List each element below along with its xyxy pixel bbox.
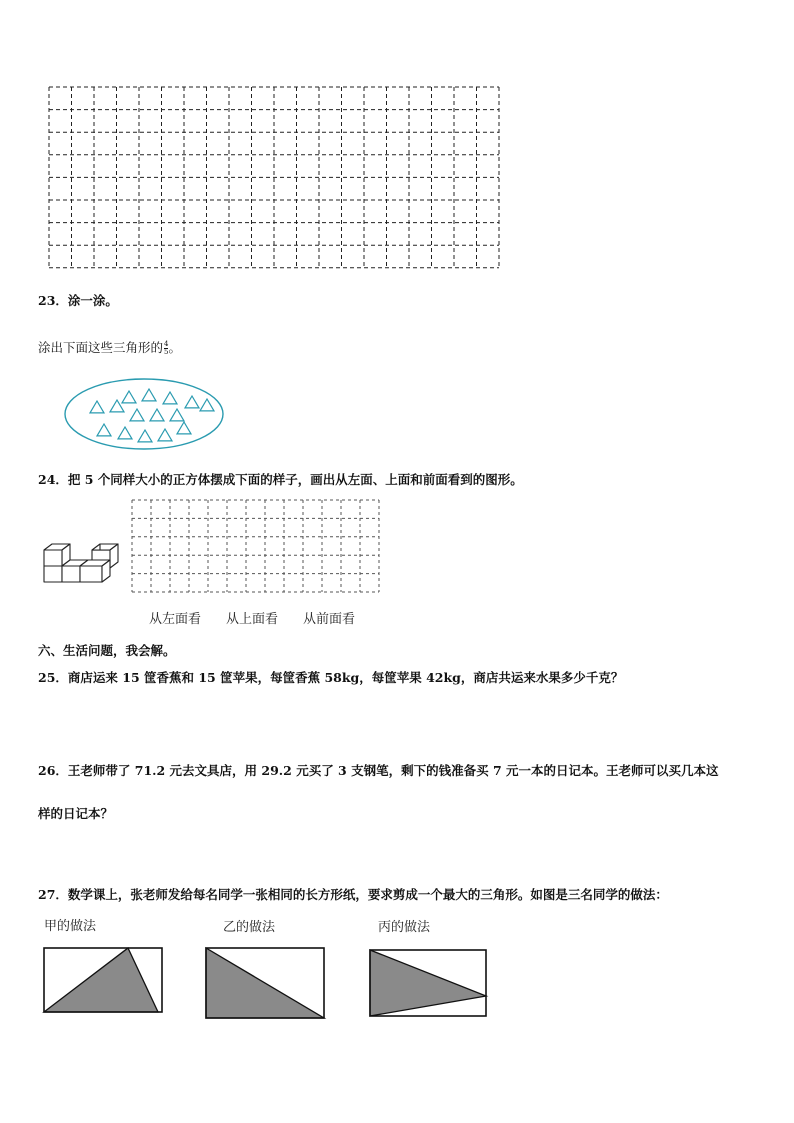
fraction-numerator: 4 — [164, 340, 169, 348]
q23-instruction — [38, 338, 181, 356]
triangle-shape — [118, 427, 132, 439]
triangle-shape — [200, 399, 214, 411]
q27-heading — [38, 885, 668, 903]
q24-text: 把 5 个同样大小的正方体摆成下面的样子，画出从左面、上面和前面看到的图形。 — [67, 472, 523, 487]
q24-heading — [38, 470, 523, 488]
triangle-shape — [138, 430, 152, 442]
section6-title: 六、生活问题，我会解。 — [38, 643, 176, 658]
triangle-shape — [142, 389, 156, 401]
method-label-yi: 乙的做法 — [223, 920, 276, 935]
triangle-jia — [44, 948, 158, 1012]
q23-instruction-end: 。 — [168, 340, 181, 355]
triangle-bing — [370, 950, 486, 1016]
triangle-shape — [122, 391, 136, 403]
rectangle-jia — [40, 944, 166, 1016]
q26-number: 26． — [38, 763, 68, 778]
triangle-shape — [97, 424, 111, 436]
q25-text: 商店运来 15 筐香蕉和 15 筐苹果，每筐香蕉 58kg，每筐苹果 42kg，商店共运来水果多少千克？ — [67, 670, 624, 685]
q26-line1 — [38, 761, 719, 779]
triangles-ellipse-figure — [62, 376, 226, 454]
fraction-denominator: 5 — [164, 348, 169, 356]
view-label-front: 从前面看 — [303, 612, 356, 627]
triangle-shape — [158, 429, 172, 441]
triangle-shape — [90, 401, 104, 413]
view-label-top: 从上面看 — [226, 612, 279, 627]
view-label-left: 从左面看 — [149, 612, 202, 627]
q26-line2: 样的日记本？ — [38, 806, 114, 821]
triangle-shape — [130, 409, 144, 421]
triangle-shape — [177, 422, 191, 434]
triangle-shape — [163, 392, 177, 404]
triangle-shape — [110, 400, 124, 412]
q27-text: 数学课上，张老师发给每名同学一张相同的长方形纸，要求剪成一个最大的三角形。如图是三名同学的做法： — [67, 887, 668, 902]
cubes-figure — [40, 543, 120, 599]
triangle-shape — [185, 396, 199, 408]
triangle-yi — [206, 948, 324, 1018]
q23-instruction-text: 涂出下面这些三角形的 — [38, 340, 164, 355]
rectangle-yi — [202, 944, 330, 1022]
q23-number: 23． — [38, 293, 68, 308]
rectangle-bing — [366, 946, 492, 1020]
method-label-jia: 甲的做法 — [44, 919, 97, 934]
dashed-grid-top — [46, 84, 504, 272]
method-label-bing: 丙的做法 — [378, 920, 431, 935]
q26-text-line1: 王老师带了 71.2 元去文具店，用 29.2 元买了 3 支钢笔，剩下的钱准备买 7 元一本的日记本。王老师可以买几本这 — [67, 763, 719, 778]
q23-title: 涂一涂。 — [67, 293, 118, 308]
q27-number: 27． — [38, 887, 68, 902]
ellipse-outline — [65, 379, 223, 449]
q23-heading — [38, 291, 118, 309]
q25-heading — [38, 668, 623, 686]
q24-number: 24． — [38, 472, 68, 487]
triangle-shape — [150, 409, 164, 421]
dashed-grid-views — [130, 498, 382, 596]
triangle-shape — [170, 409, 184, 421]
q25-number: 25． — [38, 670, 68, 685]
